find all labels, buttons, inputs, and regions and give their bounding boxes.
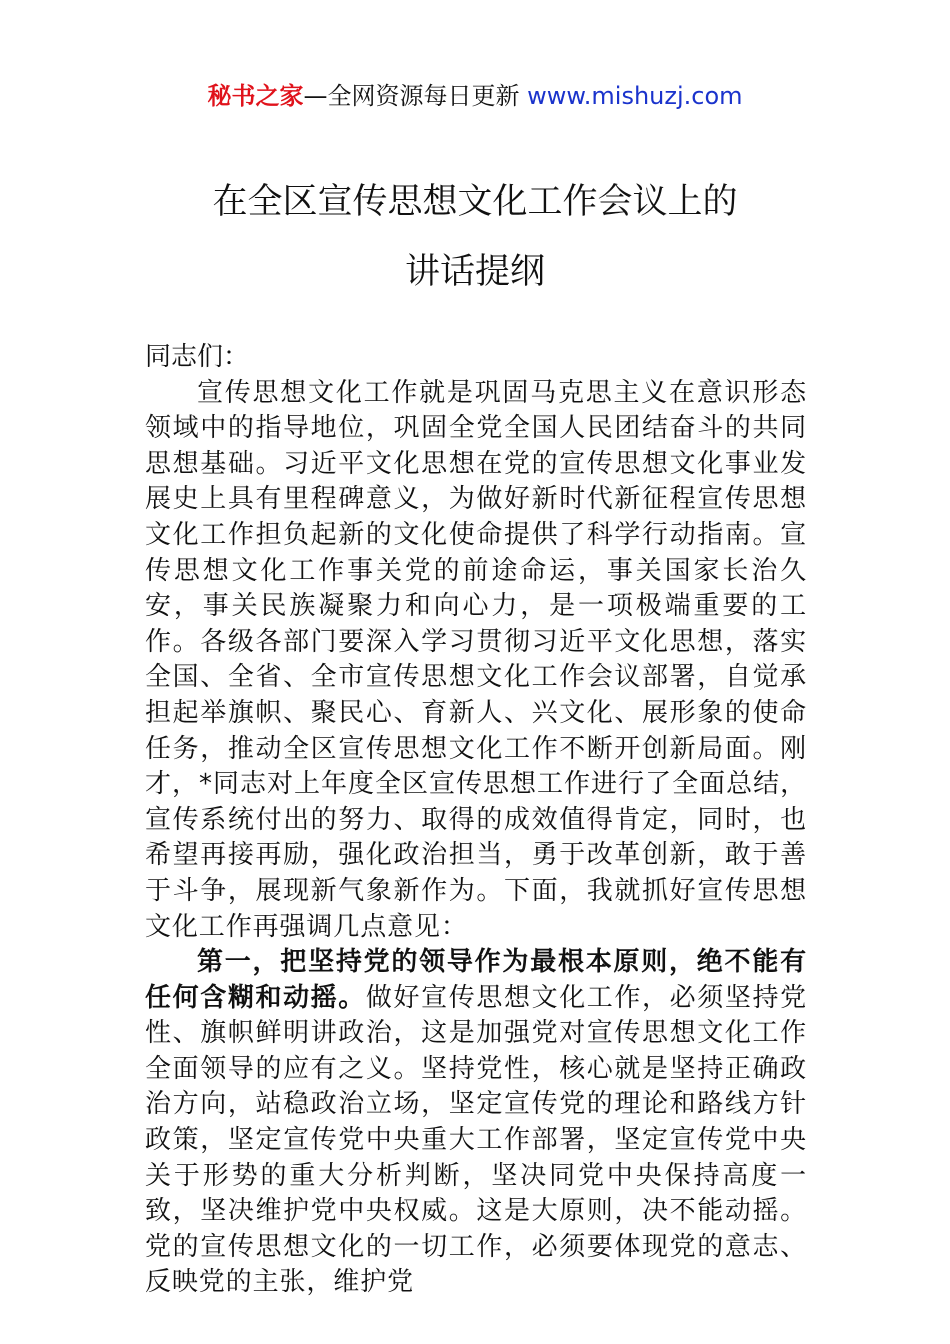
first-point-heading: 第一，把坚持党的领导作为最根本原则，绝不能有任何含糊和动摇。 [145, 947, 807, 1013]
document-body [145, 340, 807, 1301]
document-title-line-1: 在全区宣传思想文化工作会议上的 [212, 182, 738, 222]
paragraph-first-point [145, 945, 807, 1301]
site-url-link[interactable]: www.mishuzj.com [527, 82, 743, 110]
document-title-line-2: 讲话提纲 [404, 252, 545, 292]
site-brand: 秘书之家 [207, 82, 304, 110]
first-point-text: 做好宣传思想文化工作，必须坚持党性、旗帜鲜明讲政治，这是加强党对宣传思想文化工作全面领导的应有之义。坚持党性，核心就是坚持正确政治方向，站稳政治立场，坚定宣传党的理论和路线方针政策，坚定宣传党中央重大工作部署，坚定宣传党中央关于形势的重大分析判断，坚决同党中央保持高度一致，坚决维护党中央权威。这是大原则，决不能动摇。党的宣传思想文化的一切工作，必须要体现党的意志、反映党的主张，维护党 [145, 982, 807, 1298]
paragraph-intro: 宣传思想文化工作就是巩固马克思主义在意识形态领域中的指导地位，巩固全党全国人民团结奋斗的共同思想基础。习近平文化思想在党的宣传思想文化事业发展史上具有里程碑意义，为做好新时代新征程宣传思想文化工作担负起新的文化使命提供了科学行动指南。宣传思想文化工作事关党的前途命运，事关国家长治久安，事关民族凝聚力和向心力，是一项极端重要的工作。各级各部门要深入学习贯彻习近平文化思想，落实全国、全省、全市宣传思想文化工作会议部署，自觉承担起举旗帜、聚民心、育新人、兴文化、展形象的使命任务，推动全区宣传思想文化工作不断开创新局面。刚才，*同志对上年度全区宣传思想工作进行了全面总结，宣传系统付出的努力、取得的成效值得肯定，同时，也希望再接再励，强化政治担当，勇于改革创新，敢于善于斗争，展现新气象新作为。下面，我就抓好宣传思想文化工作再强调几点意见： [145, 377, 807, 942]
site-header [0, 80, 950, 112]
salutation: 同志们： [145, 342, 250, 372]
site-tagline: —全网资源每日更新 [303, 82, 528, 110]
